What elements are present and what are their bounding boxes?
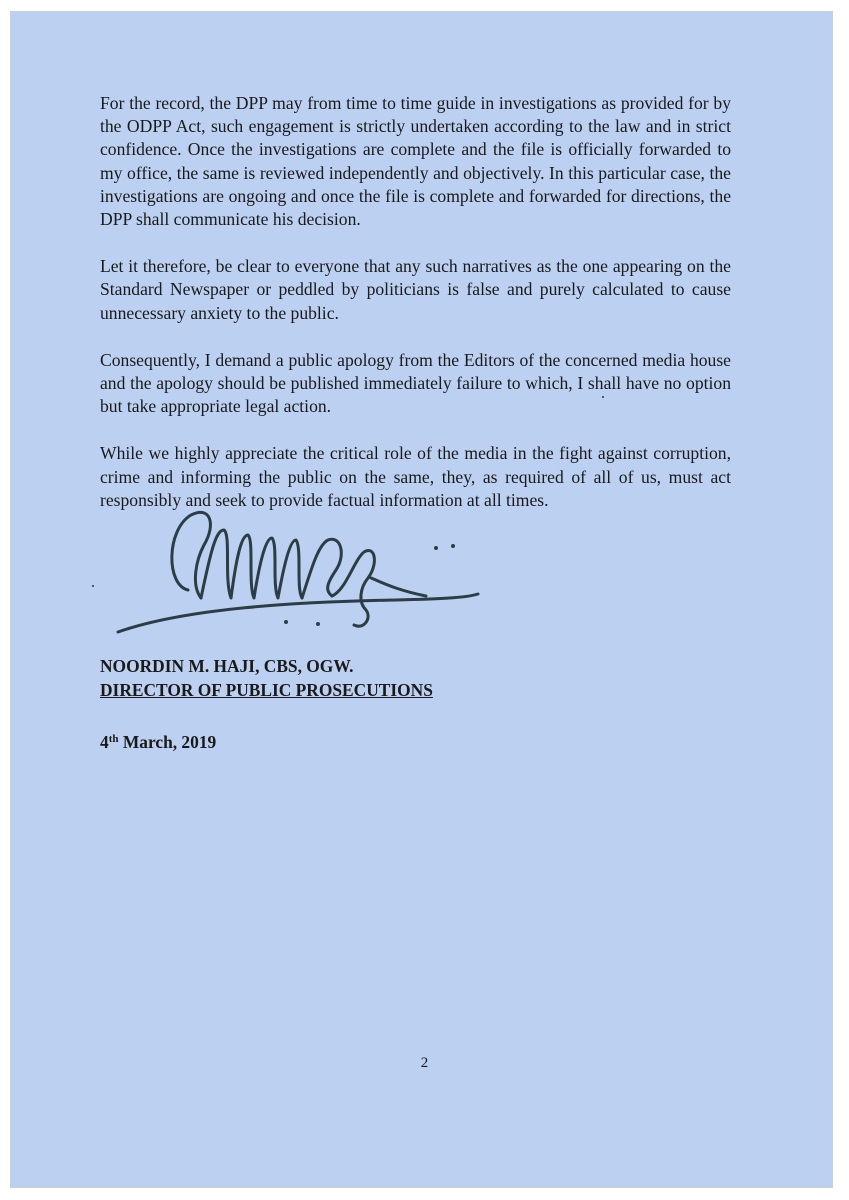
signatory-title: DIRECTOR OF PUBLIC PROSECUTIONS xyxy=(100,680,433,700)
signatory-name: NOORDIN M. HAJI, CBS, OGW. xyxy=(100,656,354,676)
paragraph-1: For the record, the DPP may from time to time guide in investigations as provided for by the ODPP Act, such engagement is strictly undertaken according to the law and in strict confidence. Once the investigations are complete and the file is officially forwarded to my office, the same is reviewed independently and objectively. In this particular case, the investigations are ongoing and once the file is complete and forwarded for directions, the DPP shall communicate his decision. xyxy=(100,93,731,230)
scan-speck xyxy=(92,585,94,587)
handwritten-signature xyxy=(96,490,496,640)
letter-body xyxy=(100,92,731,536)
page-number: 2 xyxy=(420,1055,429,1071)
letter-date xyxy=(100,732,216,753)
paragraph-2: Let it therefore, be clear to everyone that any such narratives as the one appearing on the Standard Newspaper or peddled by politicians is false and purely calculated to cause unnecessary anxiety to the public. xyxy=(100,256,731,323)
date-rest: March, 2019 xyxy=(118,732,217,752)
date-day: 4 xyxy=(100,732,109,752)
paragraph-4: While we highly appreciate the critical role of the media in the fight against corruption, crime and informing the public on the same, they, as required of all of us, must act responsibly and seek to provide factual information at all times. xyxy=(100,443,731,510)
scan-speck xyxy=(602,396,604,398)
date-suffix: th xyxy=(108,733,119,745)
paragraph-3: Consequently, I demand a public apology from the Editors of the concerned media house and the apology should be published immediately failure to which, I shall have no option but take appropriate legal action. xyxy=(100,349,731,417)
